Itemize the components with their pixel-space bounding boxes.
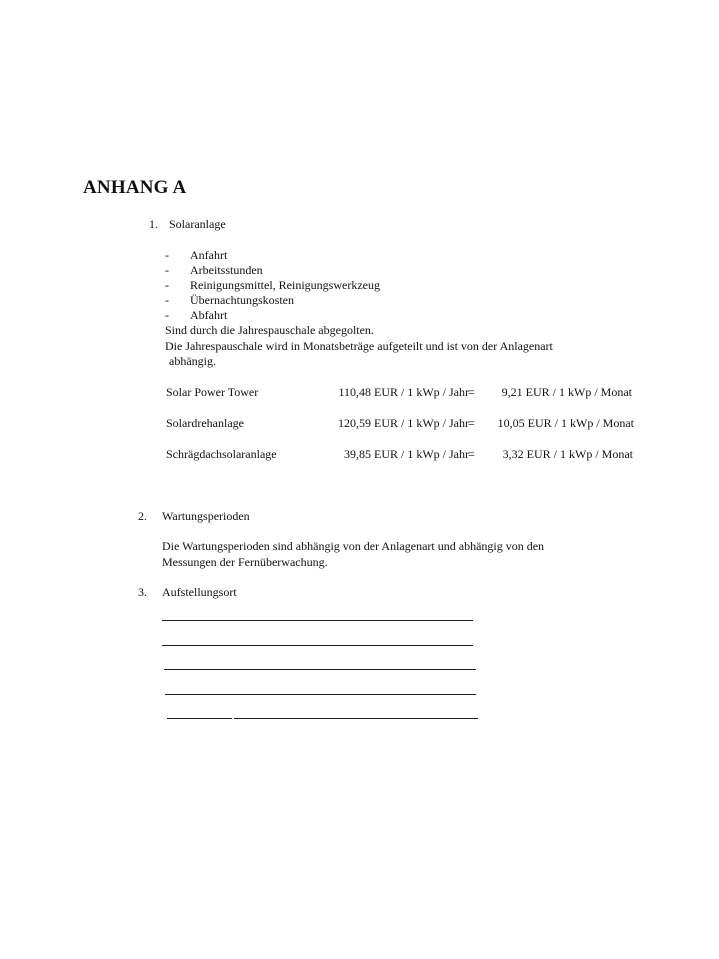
rate-yearly: 39,85 EUR / 1 kWp / Jahr xyxy=(344,447,469,461)
note-monthly-line-1: Die Jahrespauschale wird in Monatsbeträge aufgeteilt und ist von der Anlagenart xyxy=(165,339,553,353)
rate-monthly: 10,05 EUR / 1 kWp / Monat xyxy=(497,416,634,430)
rate-equals: = xyxy=(468,447,475,461)
bullet-marker: - xyxy=(165,248,169,262)
blank-line[interactable] xyxy=(234,718,478,719)
rate-equals: = xyxy=(468,416,475,430)
bullet-marker: - xyxy=(165,278,169,292)
blank-line[interactable] xyxy=(164,669,476,670)
note-monthly-line-2: abhängig. xyxy=(169,354,216,368)
bullet-marker: - xyxy=(165,293,169,307)
bullet-marker: - xyxy=(165,263,169,277)
list-item: Übernachtungskosten xyxy=(190,293,294,307)
rate-name: Schrägdachsolaranlage xyxy=(166,447,277,461)
rate-name: Solardrehanlage xyxy=(166,416,244,430)
page-title: ANHANG A xyxy=(83,177,187,198)
rate-yearly: 120,59 EUR / 1 kWp / Jahr xyxy=(338,416,469,430)
rate-name: Solar Power Tower xyxy=(166,385,259,399)
section-1-number: 1. xyxy=(149,217,158,231)
bullet-marker: - xyxy=(165,308,169,322)
maintenance-text-line-1: Die Wartungsperioden sind abhängig von der Anlagenart und abhängig von den xyxy=(162,539,545,553)
section-3-title: Aufstellungsort xyxy=(162,585,237,599)
list-item: Anfahrt xyxy=(190,248,228,262)
blank-line[interactable] xyxy=(162,645,473,646)
blank-line[interactable] xyxy=(165,694,476,695)
section-2-title: Wartungsperioden xyxy=(162,509,250,523)
section-1-title: Solaranlage xyxy=(169,217,226,231)
section-3-number: 3. xyxy=(138,585,147,599)
rate-equals: = xyxy=(468,385,475,399)
blank-line[interactable] xyxy=(167,718,232,719)
blank-line[interactable] xyxy=(162,620,473,621)
rate-yearly: 110,48 EUR / 1 kWp / Jahr xyxy=(338,385,469,399)
rate-monthly: 9,21 EUR / 1 kWp / Monat xyxy=(501,385,632,399)
rate-monthly: 3,32 EUR / 1 kWp / Monat xyxy=(502,447,633,461)
maintenance-text-line-2: Messungen der Fernüberwachung. xyxy=(162,555,328,569)
list-item: Reinigungsmittel, Reinigungswerkzeug xyxy=(190,278,380,292)
section-2-number: 2. xyxy=(138,509,147,523)
list-item: Arbeitsstunden xyxy=(190,263,263,277)
list-item: Abfahrt xyxy=(190,308,228,322)
note-flat-rate: Sind durch die Jahrespauschale abgegolten. xyxy=(165,323,374,337)
